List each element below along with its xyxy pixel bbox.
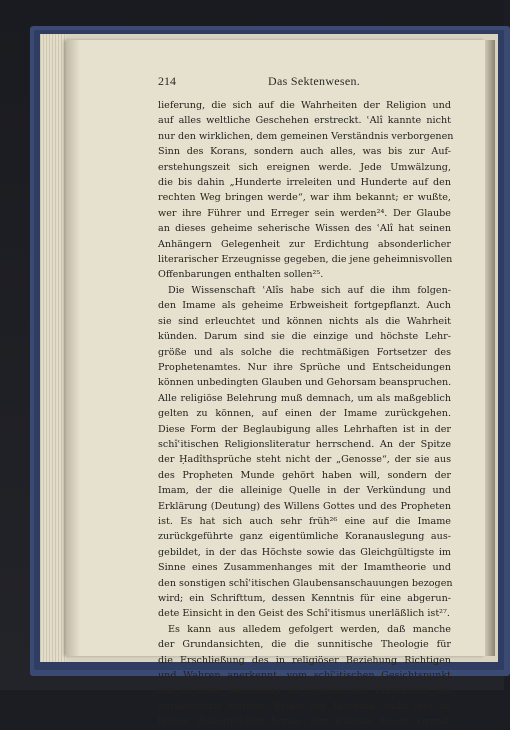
text-line: künden. Darum sind sie die einzige und höchste Lehr- [158,331,451,343]
text-line: Es kann aus alledem gefolgert werden, daß manche [168,623,451,635]
text-line: der Ḥadîthsprüche steht nicht der „Genosse“, der sie aus [158,454,451,466]
text-line: größe und als solche die rechtmäßigen Fortsetzer des [158,346,451,358]
text-line: gebildet, in der das Höchste sowie das Gleichgültigste im [158,546,451,558]
text-line: erstehungszeit sich ereignen werde. Jede Umwälzung, [158,161,451,173]
text-line: Alle religiöse Belehrung muß demnach, um als maßgeblich [158,392,451,404]
text-line: nur den wirklichen, dem gemeinen Verständnis verborgenen [158,130,454,142]
text-line: den sonstigen schîʿitischen Glaubensanschauungen bezogen [158,577,453,589]
text-line: Erklärung (Deutung) des Willens Gottes und des Propheten [158,500,451,512]
text-line: des Propheten Munde gehört haben will, sondern der [158,469,451,481]
text-line: wird; ein Schrifttum, dessen Kenntnis für eine abgerun- [158,593,451,604]
page-right-edge [485,40,495,656]
text-line: Diese Form der Beglaubigung alles Lehrhaften ist in der [158,423,451,435]
text-line: den Imame als geheime Erbweisheit fortgepflanzt. Auch [158,300,451,312]
text-line: Offenbarungen enthalten sollen²⁵. [158,269,324,281]
text-line: aus in ihrer Bedeutung als Quellen der Erkenntnis tief [158,685,451,697]
text-line: herabgesetzt werden. Selbst der Idschmâʿ sinkt hier zu [158,700,451,712]
text-line: sie sind erleuchtet und können nichts als die Wahrheit [158,315,451,327]
text-line: ist. Es hat sich auch sehr früh²⁶ eine auf die Imame [158,515,451,527]
text-line: dete Einsicht in den Geist des Schîʿitismus unerläßlich ist²⁷. [158,608,450,620]
text-line: Sinne eines Zusammenhanges mit der Imamtheorie und [158,562,451,574]
text-line: und Wahren anerkennt, vom schîʿitischen Gesichtspunkt [158,670,451,682]
text-line: lieferung, die sich auf die Wahrheiten der Religion und [158,100,451,111]
text-line: Anhängern Gelegenheit zur Erdichtung absonderlicher [158,238,451,250]
text-line: auf alles weltliche Geschehen erstreckt. ʿAlî kannte nicht [158,115,451,127]
text-line: wer ihre Führer und Erreger sein werden²⁴. Der Glaube [158,207,451,219]
text-line: Prophetenamtes. Nur ihre Sprüche und Entscheidungen [158,361,451,373]
text-line: der Grundansichten, die die sunnitische Theologie für [158,639,451,651]
text-line: die bis dahin „Hunderte irreleiten und Hunderte auf den [158,177,451,189]
text-line: Sinn des Korans, sondern auch alles, was bis zur Auf- [158,146,451,158]
text-line: rechten Weg bringen werde“, war ihm bekannt; er wußte, [158,192,451,204]
text-line: schîʿitischen Religionsliteratur herrschend. An der Spitze [158,438,451,450]
text-line: können unbedingten Glauben und Gehorsam beanspruchen. [158,377,452,389]
body-text [158,98,454,730]
page-header [158,74,450,90]
text-line: Die Wissenschaft ʿAlîs habe sich auf die ihm folgen- [168,284,451,296]
text-line: die Erschließung des in religiöser Beziehung Richtigen [158,654,451,666]
text-line: gelten zu können, auf einen der Imame zurückgehen. [158,408,451,420]
text-line: zurückgeführte ganz eigentümliche Koranauslegung aus- [158,531,451,543]
page-number: 214 [158,74,176,88]
text-line: literarischer Erzeugnisse gegeben, die jene geheimnisvollen [158,254,453,266]
running-head: Das Sektenwesen. [268,74,361,88]
gutter-shadow [66,40,80,656]
text-line: bloßer Äußerlichkeit herab. Der Einfluß dieses Grund- [158,716,451,728]
text-line: an dieses geheime seherische Wissen des ʿAlî hat seinen [158,223,451,235]
text-line: Imam, der die alleinige Quelle in der Verkündung und [158,485,451,497]
